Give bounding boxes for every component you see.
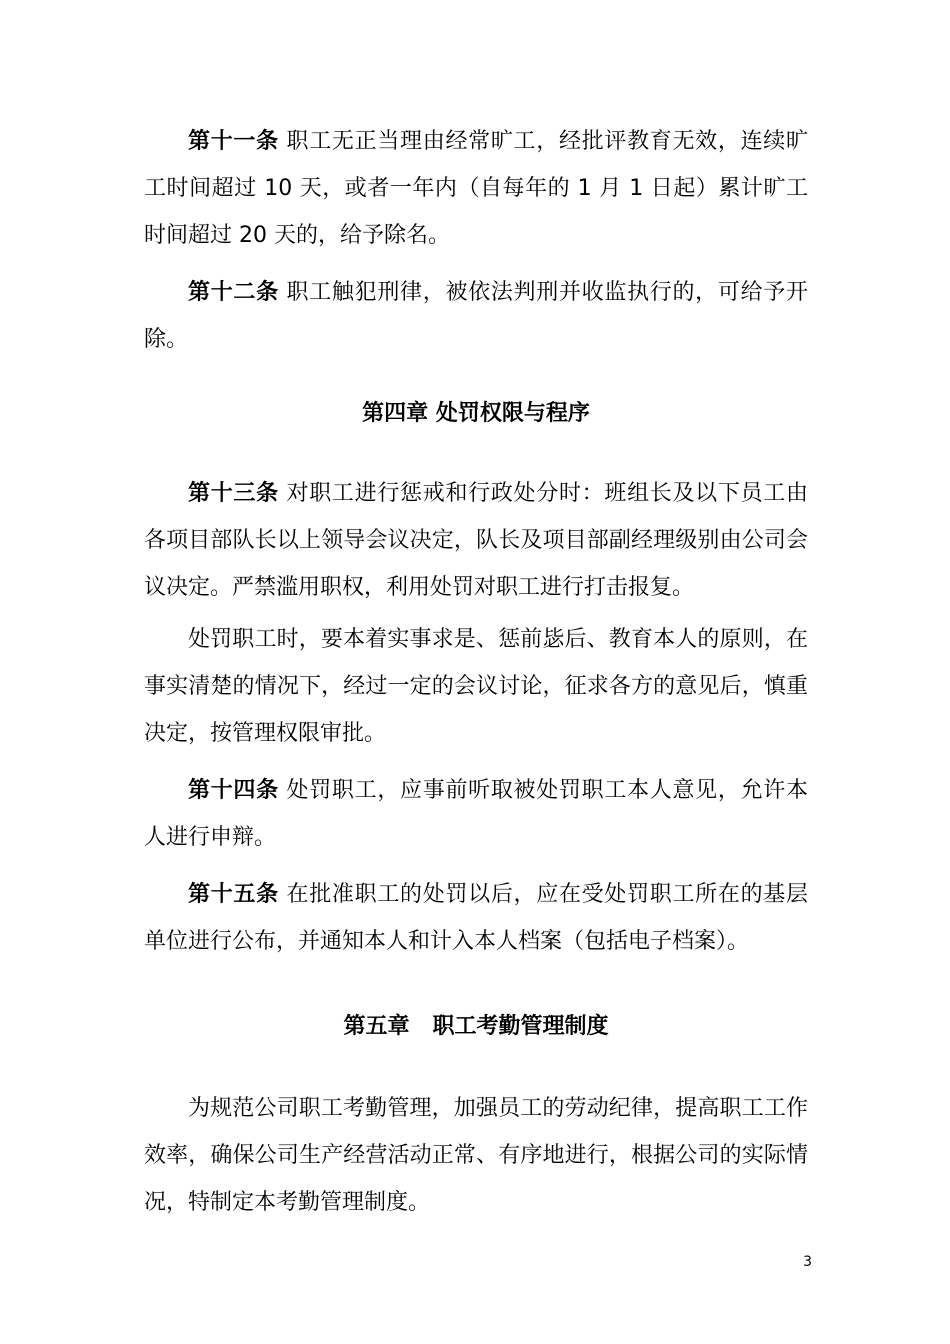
paragraph-text: 处罚职工时，要本着实事求是、惩前毖后、教育本人的原则，在事实清楚的情况下，经过一定的会议讨论，征求各方的意见后，慎重决定，按管理权限审批。 xyxy=(144,627,808,746)
article-15 xyxy=(144,871,808,965)
article-text: 职工无正当理由经常旷工，经批评教育无效，连续旷工时间超过 10 天，或者一年内（自每年的 1 月 1 日起）累计旷工时间超过 20 天的，给予除名。 xyxy=(144,129,808,248)
article-13 xyxy=(144,470,808,611)
chapter-heading-4: 第四章 处罚权限与程序 xyxy=(362,401,590,426)
body-paragraph xyxy=(144,1085,808,1226)
chapter-heading-5: 第五章 职工考勤管理制度 xyxy=(343,1014,609,1039)
article-label: 第十五条 xyxy=(188,882,279,907)
article-12 xyxy=(144,269,808,363)
article-text: 处罚职工，应事前听取被处罚职工本人意见，允许本人进行申辩。 xyxy=(144,778,808,850)
article-text: 职工触犯刑律，被依法判刑并收监执行的，可给予开除。 xyxy=(144,280,808,352)
article-label: 第十一条 xyxy=(188,129,279,154)
article-text: 对职工进行惩戒和行政处分时：班组长及以下员工由各项目部队长以上领导会议决定，队长及项目部副经理级别由公司会议决定。严禁滥用职权，利用处罚对职工进行打击报复。 xyxy=(144,481,808,600)
article-label: 第十二条 xyxy=(188,280,279,305)
article-14 xyxy=(144,767,808,861)
article-11 xyxy=(144,118,808,259)
article-label: 第十四条 xyxy=(188,778,279,803)
page-number: 3 xyxy=(803,1254,812,1270)
paragraph-text: 为规范公司职工考勤管理，加强员工的劳动纪律，提高职工工作效率，确保公司生产经营活动正常、有序地进行，根据公司的实际情况，特制定本考勤管理制度。 xyxy=(144,1096,808,1215)
article-label: 第十三条 xyxy=(188,481,279,506)
body-paragraph xyxy=(144,616,808,757)
article-text: 在批准职工的处罚以后，应在受处罚职工所在的基层单位进行公布，并通知本人和计入本人档案（包括电子档案）。 xyxy=(144,882,808,954)
